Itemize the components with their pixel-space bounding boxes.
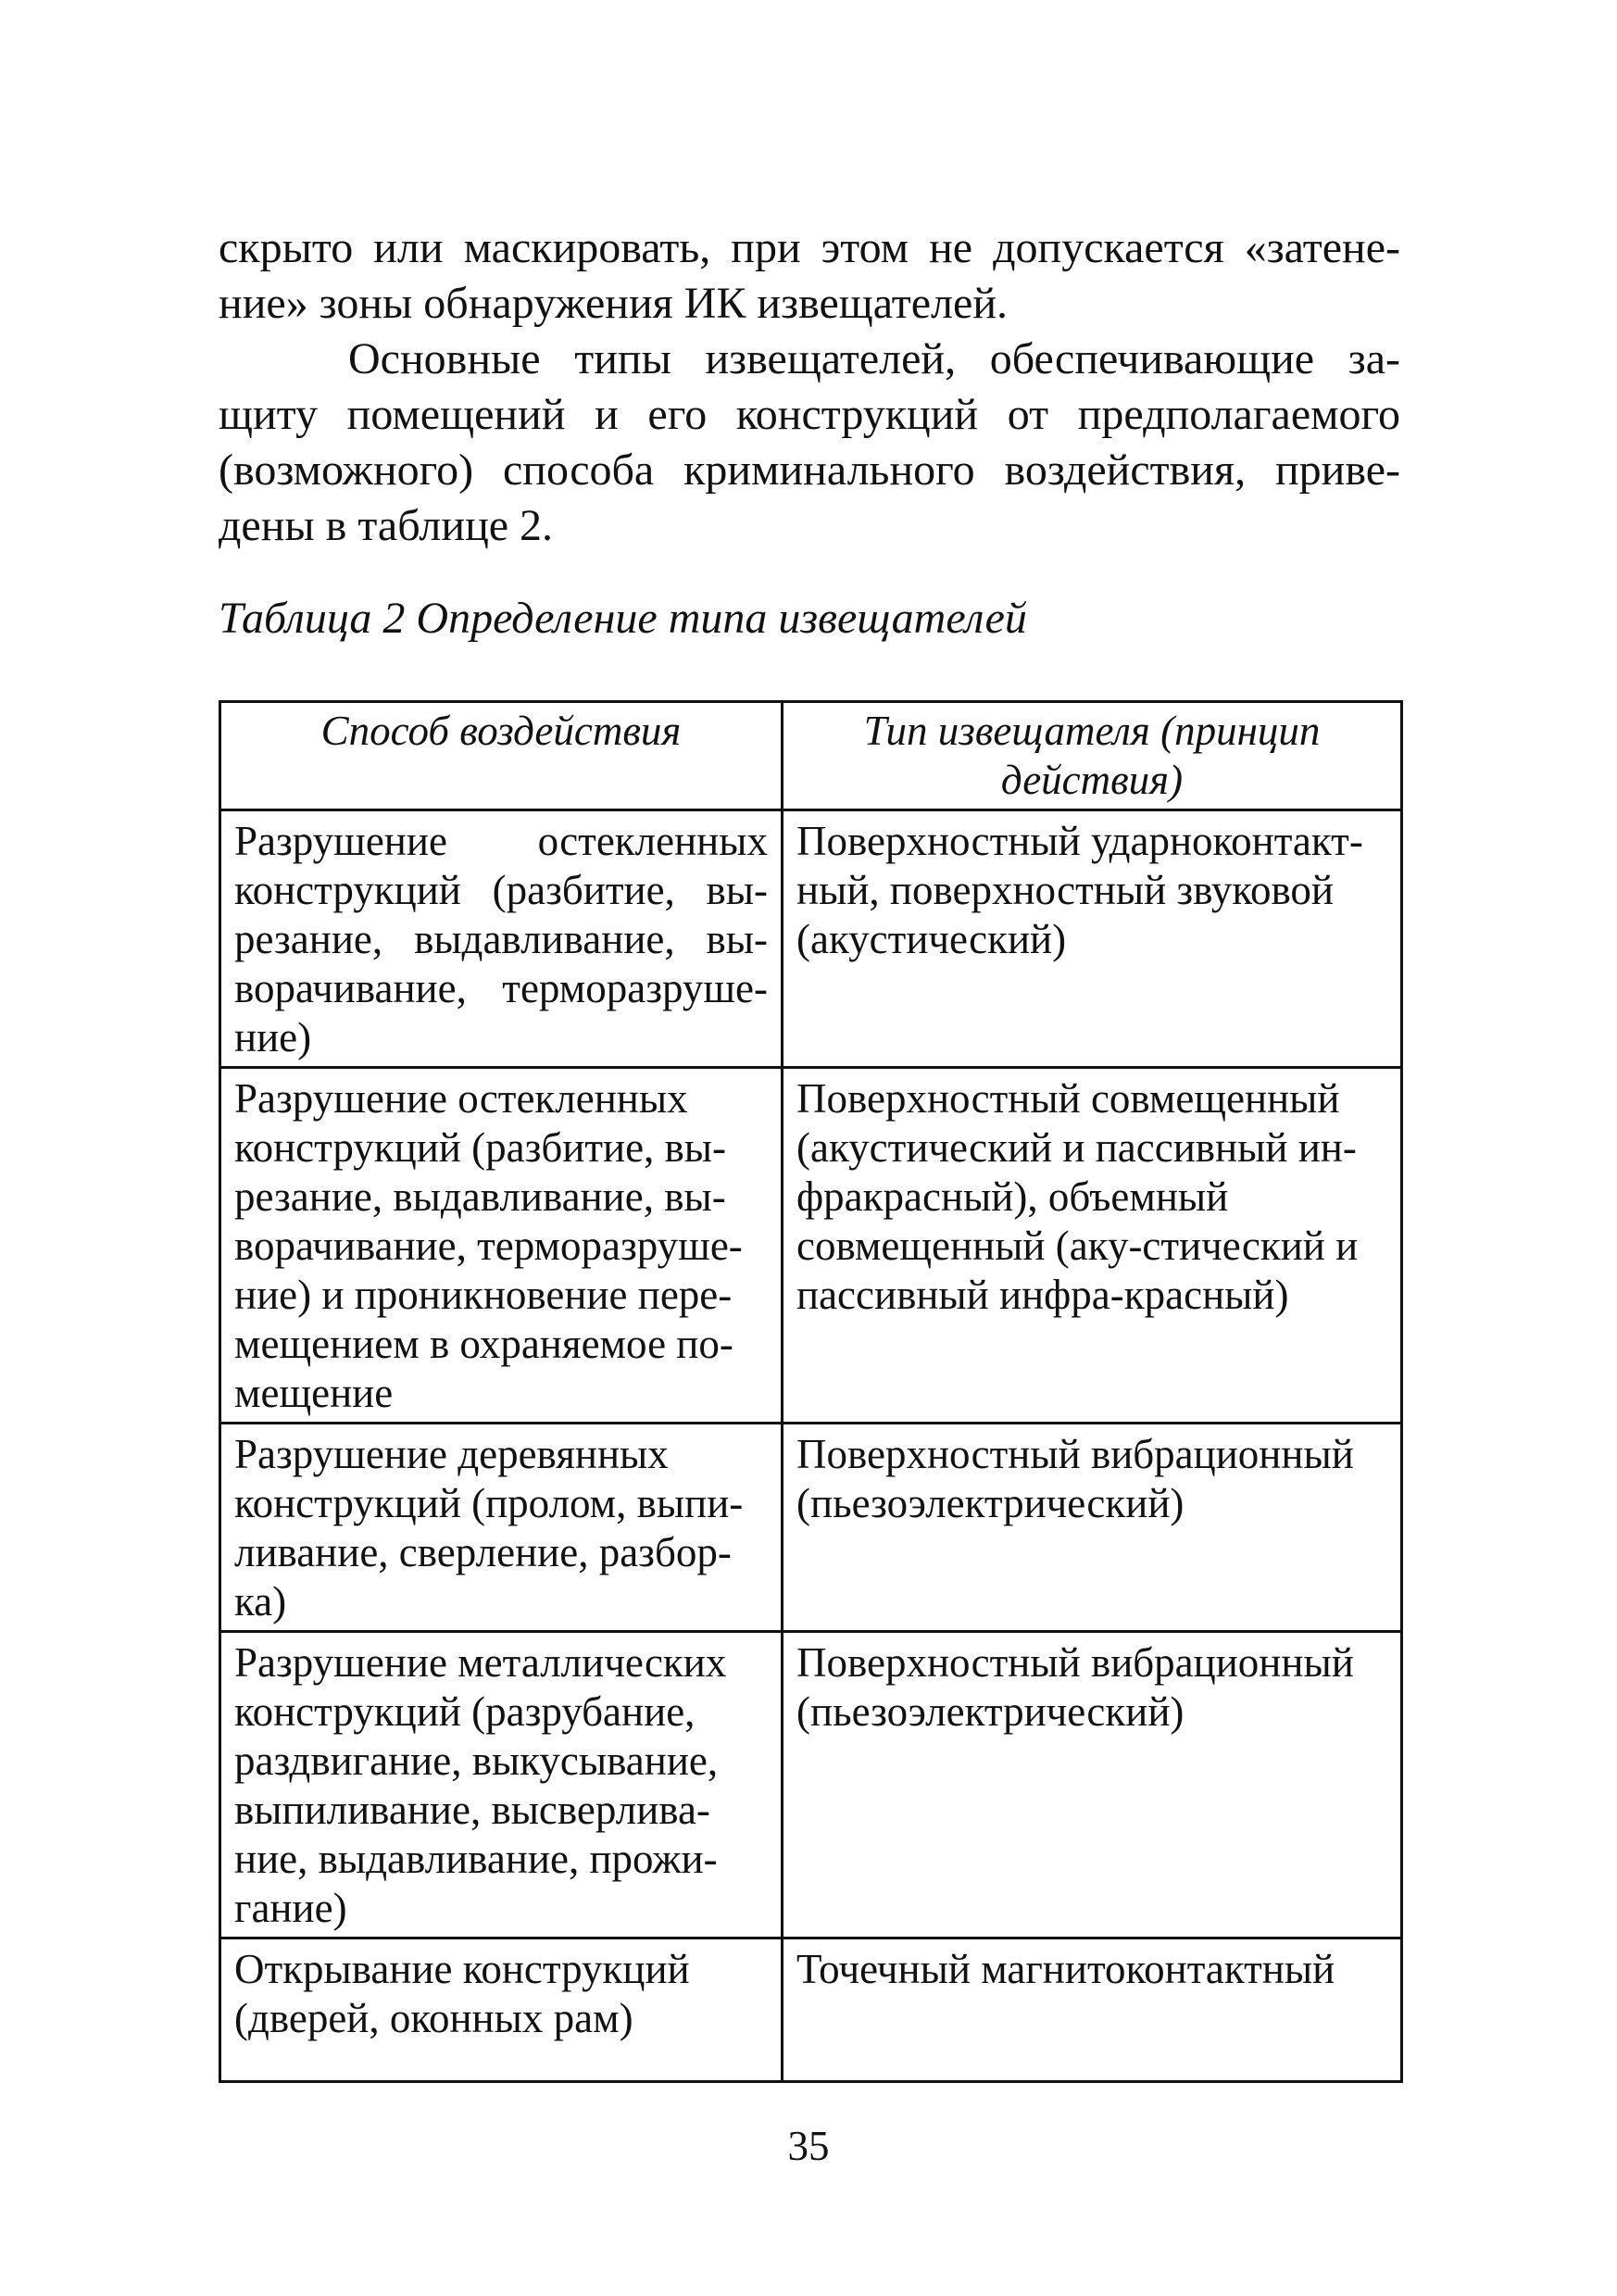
detector-type-cell: Поверхностный ударноконтакт-ный, поверхностный звуковой (акустический) — [783, 810, 1402, 1068]
table-row — [220, 1068, 1402, 1424]
detector-type-cell: Поверхностный вибрационный (пьезоэлектрический) — [783, 1424, 1402, 1632]
table-caption: Таблица 2 Определение типа извещателей — [219, 594, 1027, 643]
table-row — [220, 1424, 1402, 1632]
detector-types-table — [219, 700, 1403, 2083]
table-header-row — [220, 702, 1402, 810]
table-row — [220, 1632, 1402, 1938]
impact-method-cell: Разрушение остекленных конструкций (разбитие, вы-резание, выдавливание, вы-ворачивание, терморазруше-ние) и проникновение пере-мещением в охраняемое по-мещение — [220, 1068, 783, 1424]
page-number: 35 — [787, 2123, 830, 2169]
header-impact-method: Способ воздействия — [220, 702, 783, 810]
impact-method-cell: Разрушение остекленных конструкций (разбитие, вы-резание, выдавливание, вы-ворачивание, терморазруше-ние) — [220, 810, 783, 1068]
body-paragraph-1: скрыто или маскировать, при этом не допускается «затене-ние» зоны обнаружения ИК извещателей. — [219, 223, 1400, 328]
detector-type-cell: Поверхностный совмещенный (акустический и пассивный ин-фракрасный), объемный совмещенный (аку-стический и пассивный инфра-красный) — [783, 1068, 1402, 1424]
table-row — [220, 810, 1402, 1068]
detector-type-cell: Поверхностный вибрационный (пьезоэлектрический) — [783, 1632, 1402, 1938]
table-row — [220, 1938, 1402, 2082]
impact-method-cell: Разрушение металлических конструкций (разрубание, раздвигание, выкусывание, выпиливание, высверлива-ние, выдавливание, прожи-гание) — [220, 1632, 783, 1938]
impact-method-cell: Открывание конструкций (дверей, оконных рам) — [220, 1938, 783, 2082]
body-paragraph-2: Основные типы извещателей, обеспечивающие за-щиту помещений и его конструкций от предполагаемого (возможного) способа криминального воздействия, приве-дены в таблице 2. — [219, 334, 1400, 550]
impact-method-cell: Разрушение деревянных конструкций (пролом, выпи-ливание, сверление, разбор-ка) — [220, 1424, 783, 1632]
detector-type-cell: Точечный магнитоконтактный — [783, 1938, 1402, 2082]
header-detector-type: Тип извещателя (принцип действия) — [783, 702, 1402, 810]
